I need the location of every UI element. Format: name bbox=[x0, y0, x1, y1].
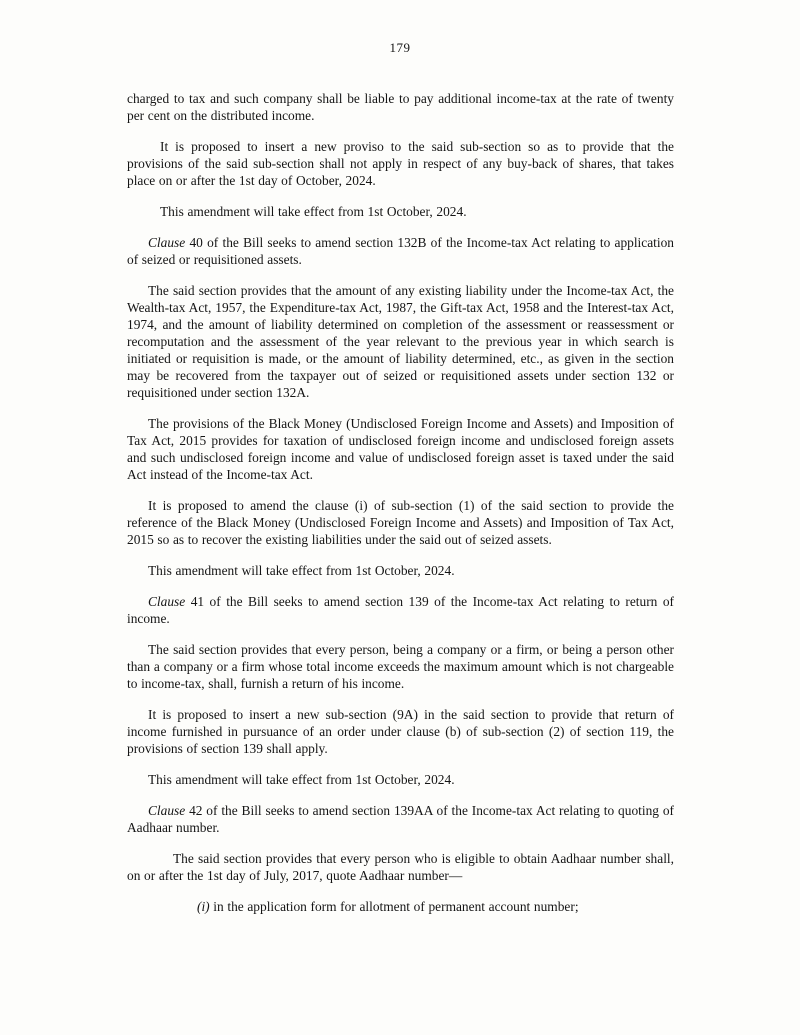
clause-label: Clause bbox=[148, 235, 186, 250]
clause-42-text: 42 of the Bill seeks to amend section 139AA of the Income-tax Act relating to quoting of Aadhaar number. bbox=[127, 803, 674, 835]
clause-label: Clause bbox=[148, 803, 186, 818]
continuation-paragraph: charged to tax and such company shall be liable to pay additional income-tax at the rate of twenty per cent on the distributed income. bbox=[127, 91, 674, 123]
amendment-effect-paragraph: This amendment will take effect from 1st October, 2024. bbox=[160, 204, 467, 219]
sub-section-9a-proposal-paragraph: It is proposed to insert a new sub-section (9A) in the said section to provide that return of income furnished in pursuance of an order under clause (b) of sub-section (2) of section 119, the provisions of section 139 shall apply. bbox=[127, 707, 674, 756]
section-139-description-paragraph: The said section provides that every person, being a company or a firm, or being a person other than a company or a firm whose total income exceeds the maximum amount which is not chargeable to income-tax, shall, furnish a return of his income. bbox=[127, 642, 674, 691]
section-132b-description-paragraph: The said section provides that the amount of any existing liability under the Income-tax Act, the Wealth-tax Act, 1957, the Expenditure-tax Act, 1987, the Gift-tax Act, 1958 and the Interest-tax Act, 1974, and the amount of liability determined on completion of the assessment or reassessment or recomputation and the assessment of the year relevant to the previous year in which search is initiated or requisition is made, or the amount of liability determined, etc., as given in the section may be recovered from the taxpayer out of seized or requisitioned assets under section 132 or requisitioned under section 132A. bbox=[127, 283, 674, 400]
proviso-proposal-paragraph: It is proposed to insert a new proviso to the said sub-section so as to provide that the provisions of the said sub-section shall not apply in respect of any buy-back of shares, that takes place on or after the 1st day of October, 2024. bbox=[127, 139, 674, 188]
amendment-effect-paragraph: This amendment will take effect from 1st October, 2024. bbox=[148, 772, 455, 787]
list-item-i bbox=[127, 898, 674, 915]
black-money-act-paragraph: The provisions of the Black Money (Undisclosed Foreign Income and Assets) and Imposition of Tax Act, 2015 provides for taxation of undisclosed foreign income and undisclosed foreign assets and such undisclosed foreign income and value of undisclosed foreign asset is taxed under the said Act instead of the Income-tax Act. bbox=[127, 416, 674, 482]
amendment-proposal-paragraph: It is proposed to amend the clause (i) of sub-section (1) of the said section to provide the reference of the Black Money (Undisclosed Foreign Income and Assets) and Imposition of Tax Act, 2015 so as to recover the existing liabilities under the said out of seized assets. bbox=[127, 498, 674, 547]
page-body bbox=[127, 90, 674, 929]
clause-41-paragraph bbox=[127, 593, 674, 627]
page-number: 179 bbox=[389, 40, 411, 55]
list-marker-i: (i) bbox=[197, 899, 210, 914]
clause-41-text: 41 of the Bill seeks to amend section 139 of the Income-tax Act relating to return of income. bbox=[127, 594, 674, 626]
list-item-i-text: in the application form for allotment of permanent account number; bbox=[213, 899, 579, 914]
clause-label: Clause bbox=[148, 594, 186, 609]
amendment-effect-paragraph: This amendment will take effect from 1st October, 2024. bbox=[148, 563, 455, 578]
clause-40-text: 40 of the Bill seeks to amend section 132B of the Income-tax Act relating to application of seized or requisitioned assets. bbox=[127, 235, 675, 267]
clause-40-paragraph bbox=[127, 234, 674, 268]
section-139aa-description-paragraph: The said section provides that every person who is eligible to obtain Aadhaar number shall, on or after the 1st day of July, 2017, quote Aadhaar number— bbox=[127, 851, 674, 883]
clause-42-paragraph bbox=[127, 802, 674, 836]
